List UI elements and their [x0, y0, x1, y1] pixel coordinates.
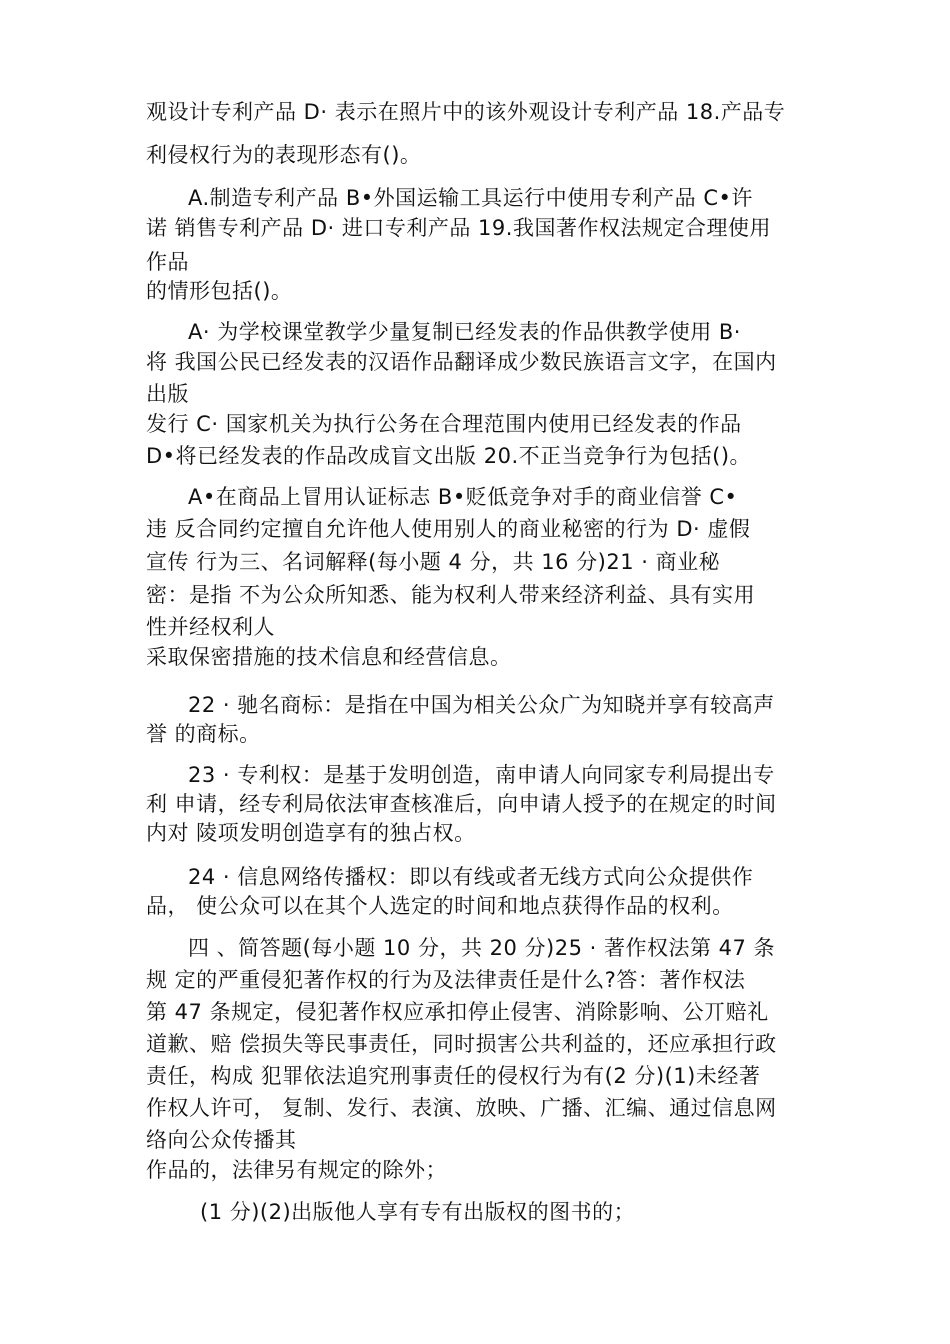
text-line: 品， 使公众可以在其个人选定的时间和地点获得作品的权利。: [146, 894, 734, 918]
text-line: 作品: [146, 250, 189, 274]
text-line: 誉 的商标。: [146, 722, 261, 746]
text-line: 的情形包括()。: [146, 279, 293, 303]
text-line: 内对 陵项发明创造享有的独占权。: [146, 821, 476, 845]
text-line: 22 · 驰名商标：是指在中国为相关公众广为知晓并享有较高声: [188, 693, 775, 717]
text-line: 24 · 信息网络传播权：即以有线或者无线方式向公众提供作: [188, 865, 754, 889]
text-line: 规 定的严重侵犯著作权的行为及法律责任是什么?答：著作权法: [146, 968, 746, 992]
text-line: 第 47 条规定，侵犯著作权应承扣停止侵害、消除影响、公丌赔礼: [146, 1000, 769, 1024]
text-line: D•将已经发表的作品改成盲文出版 20.不正当竞争行为包括()。: [146, 444, 752, 468]
text-line: 密：是指 不为公众所知悉、能为权利人带来经济利益、具有实用: [146, 583, 756, 607]
text-line: 采取保密措施的技术信息和经营信息。: [146, 645, 512, 669]
text-line: 络向公众传播其: [146, 1128, 297, 1152]
text-line: (1 分)(2)出版他人享有专有出版权的图书的；: [200, 1200, 636, 1224]
text-line: 作品的，法律另有规定的除外；: [146, 1158, 447, 1182]
text-line: 出版: [146, 382, 189, 406]
text-line: 诺 销售专利产品 D· 进口专利产品 19.我国著作权法规定合理使用: [146, 216, 771, 240]
text-line: 利侵权行为的表现形态有()。: [146, 143, 422, 167]
text-line: A· 为学校课堂教学少量复制已经发表的作品供教学使用 B·: [188, 320, 741, 344]
text-line: 责任，构成 犯罪依法追究刑事责任的侵权行为有(2 分)(1)未经著: [146, 1064, 761, 1088]
text-line: 23 · 专利权：是基于发明创造，南申请人向同家专利局提出专: [188, 763, 775, 787]
text-line: 违 反合同约定擅自允许他人使用别人的商业秘密的行为 D· 虚假: [146, 517, 751, 541]
text-line: 道歉、赔 偿损失等民事责任，同时损害公共利益的，还应承担行政: [146, 1032, 777, 1056]
text-line: 性并经权利人: [146, 615, 275, 639]
text-line: 四 、简答题(每小题 10 分，共 20 分)25 · 著作权法第 47 条: [188, 936, 776, 960]
text-line: 将 我国公民已经发表的汉语作品翻译成少数民族语言文字，在国内: [146, 350, 777, 374]
text-line: A.制造专利产品 B•外国运输工具运行中使用专利产品 C•许: [188, 186, 753, 210]
text-line: 作权人许可， 复制、发行、表演、放映、广播、汇编、通过信息网: [146, 1096, 777, 1120]
text-line: A•在商品上冒用认证标志 B•贬低竞争对手的商业信誉 C•: [188, 485, 738, 509]
text-line: 利 申请，经专利局依法审查核准后，向申请人授予的在规定的时间: [146, 792, 777, 816]
text-line: 观设计专利产品 D· 表示在照片中的该外观设计专利产品 18.产品专: [146, 100, 786, 124]
text-line: 宣传 行为三、名词解释(每小题 4 分，共 16 分)21 · 商业秘: [146, 550, 721, 574]
text-line: 发行 C· 国家机关为执行公务在合理范围内使用已经发表的作品: [146, 412, 742, 436]
